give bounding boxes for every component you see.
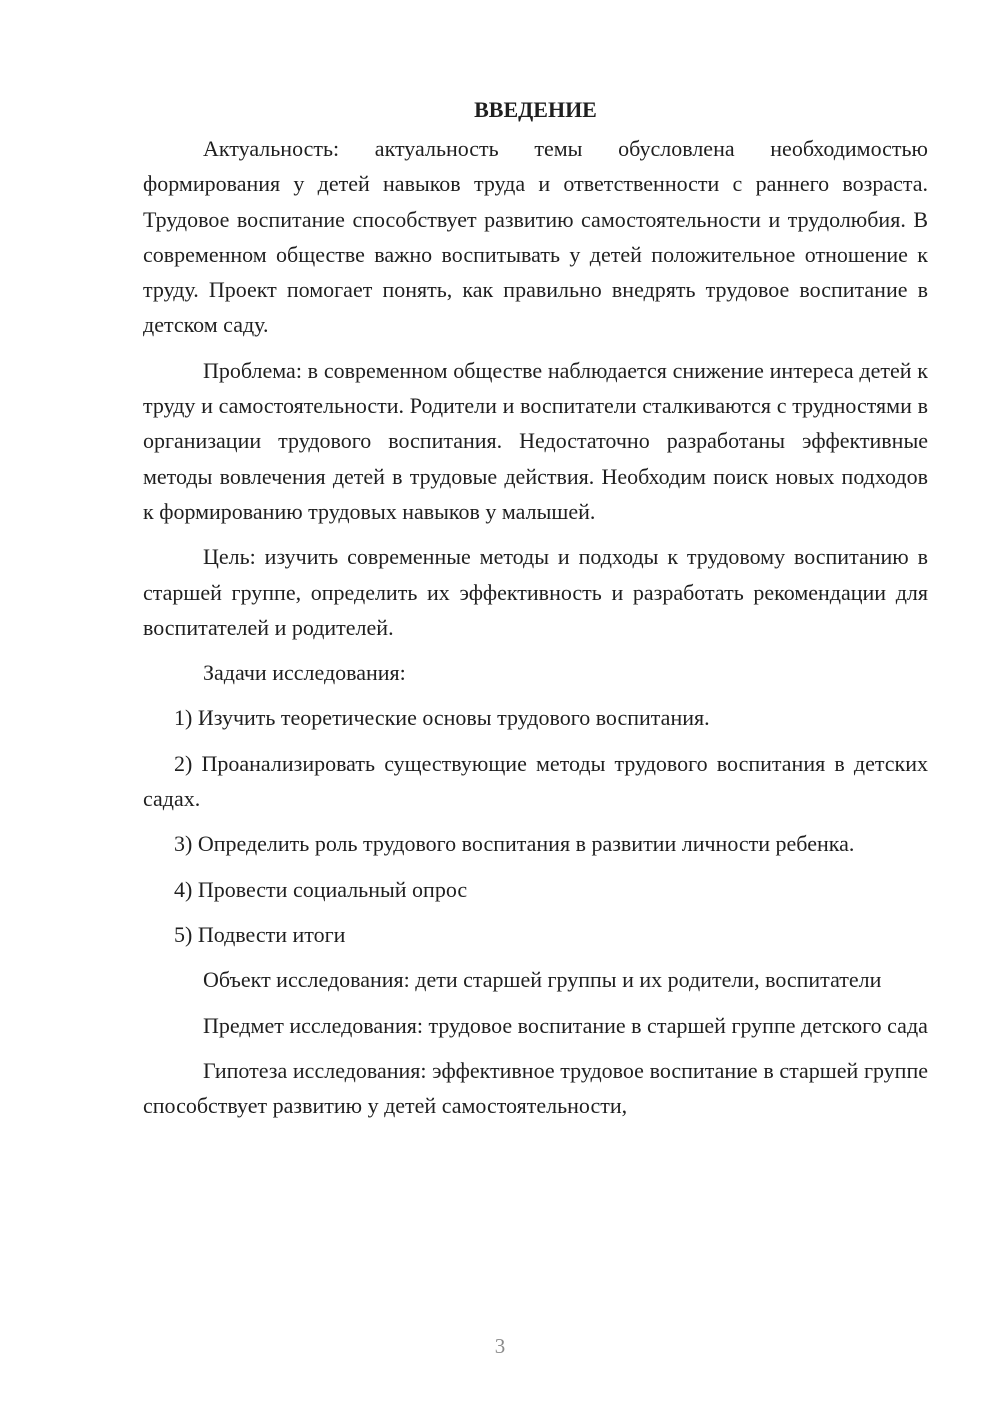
list-item: 3) Определить роль трудового воспитания в развитии личности ребенка. (174, 831, 855, 857)
tasks-list (143, 700, 928, 952)
paragraph-object: Объект исследования: дети старшей группы и их родители, воспитатели (203, 967, 882, 993)
tasks-heading: Задачи исследования: (203, 660, 406, 686)
list-item: 4) Провести социальный опрос (174, 876, 468, 902)
list-item: 5) Подвести итоги (174, 921, 346, 947)
document-body (143, 92, 928, 1133)
list-item: 1) Изучить теоретические основы трудового воспитания. (174, 705, 710, 731)
paragraph-problem: Проблема: в современном обществе наблюдается снижение интереса детей к труду и самостоятельности. Родители и воспитатели сталкиваются с трудностями в организации трудового воспитания. Недостаточно разработаны эффективные методы вовлечения детей в трудовые действия. Необходим поиск новых подходов к формированию трудовых навыков у малышей. (143, 357, 928, 524)
paragraph-subject: Предмет исследования: трудовое воспитание в старшей группе детского сада (203, 1012, 928, 1038)
paragraph-goal: Цель: изучить современные методы и подходы к трудовому воспитанию в старшей группе, определить их эффективность и разработать рекомендации для воспитателей и родителей. (143, 544, 928, 640)
list-item: 2) Проанализировать существующие методы трудового воспитания в детских садах. (143, 750, 928, 812)
paragraph-hypothesis: Гипотеза исследования: эффективное трудовое воспитание в старшей группе способствует развитию у детей самостоятельности, (143, 1057, 928, 1119)
page-number: 3 (494, 1334, 506, 1358)
paragraph-relevance: Актуальность: актуальность темы обусловлена необходимостью формирования у детей навыков труда и ответственности с раннего возраста. Трудовое воспитание способствует развитию самостоятельности и трудолюбия. В современном обществе важно воспитывать у детей положительное отношение к труду. Проект помогает понять, как правильно внедрять трудовое воспитание в детском саду. (143, 136, 928, 338)
section-title: ВВЕДЕНИЕ (474, 97, 597, 122)
